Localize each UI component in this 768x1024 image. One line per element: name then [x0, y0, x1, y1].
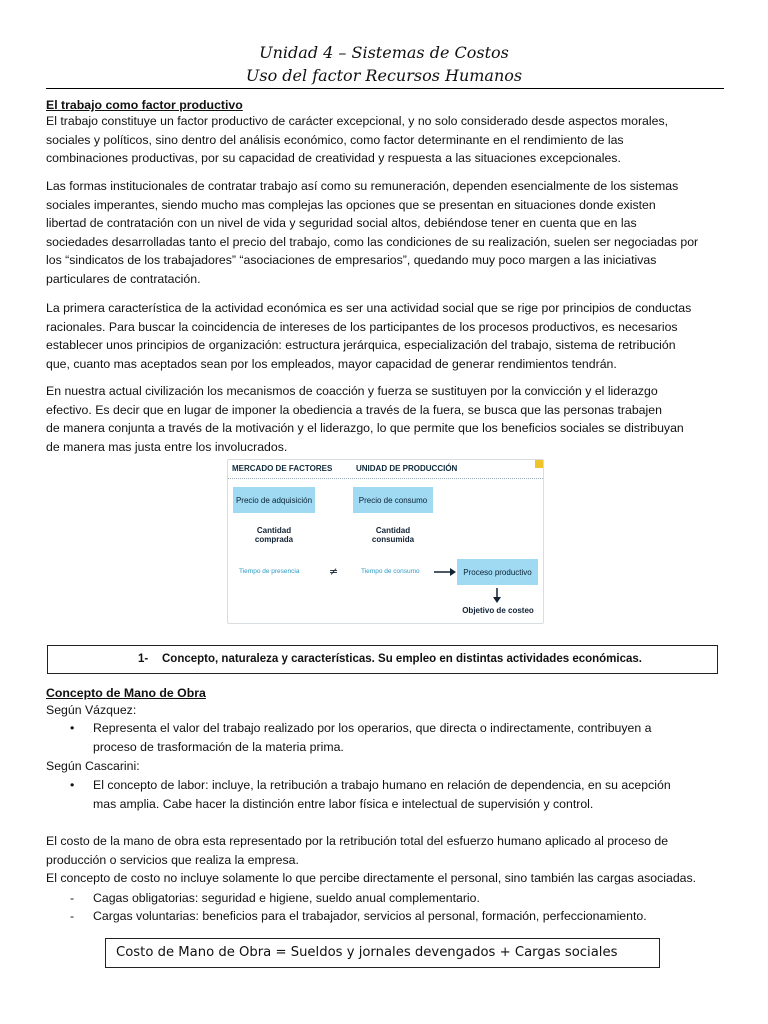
text-line: En nuestra actual civilización los mecanismos de coacción y fuerza se sustituyen por la convicción y el liderazgo	[46, 384, 658, 398]
arrow-right-icon	[433, 567, 457, 577]
text-line: El trabajo constituye un factor productivo de carácter excepcional, y no solo considerado desde aspectos morales,	[46, 114, 669, 128]
diagram-header-mercado: MERCADO DE FACTORES	[232, 464, 333, 473]
bullet-icon: •	[70, 778, 75, 792]
dash-item-voluntarias	[70, 907, 710, 926]
text-line: Cagas obligatorias: seguridad e higiene, sueldo anual complementario.	[93, 891, 480, 905]
arrow-down-icon	[492, 587, 502, 604]
dash-marker: -	[70, 909, 75, 923]
section-number: 1-	[138, 653, 149, 665]
text-line: sociales y políticos, sino dentro del análisis económico, como factor determinante en el rendimiento de las	[46, 132, 624, 147]
author-cascarini: Según Cascarini:	[46, 759, 140, 773]
text-line: combinaciones productivas, por su capacidad de creatividad y respuesta a las situaciones excepcionales.	[46, 151, 621, 166]
label-tiempo-consumo: Tiempo de consumo	[361, 568, 420, 575]
box-precio-adquisicion: Precio de adquisición	[233, 487, 315, 513]
dash-item-obligatorias	[70, 889, 710, 908]
text-line: La primera característica de la actividad económica es ser una actividad social que se rige por principios de conductas	[46, 301, 692, 315]
section-heading-mano-de-obra: Concepto de Mano de Obra	[46, 686, 206, 700]
text-line: El concepto de costo no incluye solamente lo que percibe directamente el personal, sino también las cargas asociadas.	[46, 871, 697, 886]
author-vazquez: Según Vázquez:	[46, 703, 137, 717]
box-proceso-productivo: Proceso productivo	[457, 559, 538, 585]
box-precio-consumo: Precio de consumo	[353, 487, 433, 513]
text-line: los “sindicatos de los trabajadores” “asociaciones de empresarios”, quedando muy poco margen a las iniciativas	[46, 253, 657, 268]
text-line: mas amplia. Cabe hacer la distinción entre labor física e intelectual de supervisión y control.	[93, 796, 594, 811]
text-line: Representa el valor del trabajo realizado por los operarios, que directa o indirectamente, contribuyen a	[93, 721, 652, 735]
text-line: racionales. Para buscar la coincidencia de intereses de los participantes de los procesos productivos, es necesarios	[46, 319, 678, 334]
text-line: Cargas voluntarias: beneficios para el trabajador, servicios al personal, formación, perfeccionamiento.	[93, 909, 647, 923]
title-divider	[46, 88, 724, 89]
not-equal-symbol: ≠	[329, 565, 339, 578]
text-line: libertad de contratación con un nivel de vida y seguridad social altos, debiéndose tener en cuenta que en las	[46, 216, 637, 231]
text-line: establecer unos principios de organización: estructura jerárquica, especialización del trabajo, sistema de retribución	[46, 338, 676, 353]
text-line: particulares de contratación.	[46, 271, 201, 286]
diagram-corner-accent	[535, 460, 543, 468]
text-line: sociales imperantes, siendo mucho mas complejas las opciones que se presentan en situaciones donde existen	[46, 197, 656, 212]
text-line: producción o servicios que realiza la empresa.	[46, 852, 299, 867]
unit-title: Unidad 4 – Sistemas de Costos	[259, 43, 509, 62]
cost-factor-diagram	[227, 459, 544, 624]
text-line: proceso de trasformación de la materia prima.	[93, 739, 344, 754]
paragraph-3	[46, 299, 726, 373]
text-line: de manera mas justa entre los involucrados.	[46, 439, 288, 454]
bullet-item-cascarini	[70, 776, 710, 813]
text-line: que, cuanto mas aceptados sean por los empleados, mayor capacidad de generar rendimientos tendrán.	[46, 356, 617, 371]
text-line: sociedades desarrolladas tanto el precio del trabajo, como las condiciones de su realización, suelen ser negociadas por	[46, 234, 699, 249]
bullet-icon: •	[70, 721, 75, 735]
unit-subtitle: Uso del factor Recursos Humanos	[245, 66, 523, 85]
section-heading-trabajo: El trabajo como factor productivo	[46, 98, 243, 112]
paragraph-costo-mano-obra	[46, 832, 726, 888]
text-line: El concepto de labor: incluye, la retribución a trabajo humano en relación de dependencia, en su acepción	[93, 778, 671, 792]
label-tiempo-presencia: Tiempo de presencia	[239, 568, 300, 575]
paragraph-2	[46, 177, 726, 289]
bullet-item-vazquez	[70, 719, 710, 756]
label-cantidad-consumida: Cantidad consumida	[371, 526, 415, 544]
text-line: Las formas institucionales de contratar trabajo así como su remuneración, dependen esencialmente de los sistemas	[46, 179, 679, 193]
diagram-header-divider	[228, 478, 543, 479]
label-objetivo-costeo: Objetivo de costeo	[462, 606, 534, 615]
text-line: de manera conjunta a través de la motivación y el liderazgo, lo que permite que los beneficios sociales se distribuyan	[46, 421, 684, 436]
text-line: efectivo. Es decir que en lugar de imponer la obediencia a través de la fuera, se busca que las personas trabajen	[46, 402, 662, 417]
diagram-header-unidad: UNIDAD DE PRODUCCIÓN	[356, 464, 458, 473]
label-cantidad-comprada: Cantidad comprada	[254, 526, 294, 544]
paragraph-4	[46, 382, 726, 456]
formula-box: Costo de Mano de Obra = Sueldos y jornales devengados + Cargas sociales	[105, 938, 660, 968]
text-line: El costo de la mano de obra esta representado por la retribución total del esfuerzo humano aplicado al proceso de	[46, 834, 669, 848]
section-title: Concepto, naturaleza y características. Su empleo en distintas actividades económicas.	[162, 653, 642, 665]
section-title-box	[47, 645, 718, 674]
paragraph-1	[46, 112, 726, 168]
dash-marker: -	[70, 891, 75, 905]
